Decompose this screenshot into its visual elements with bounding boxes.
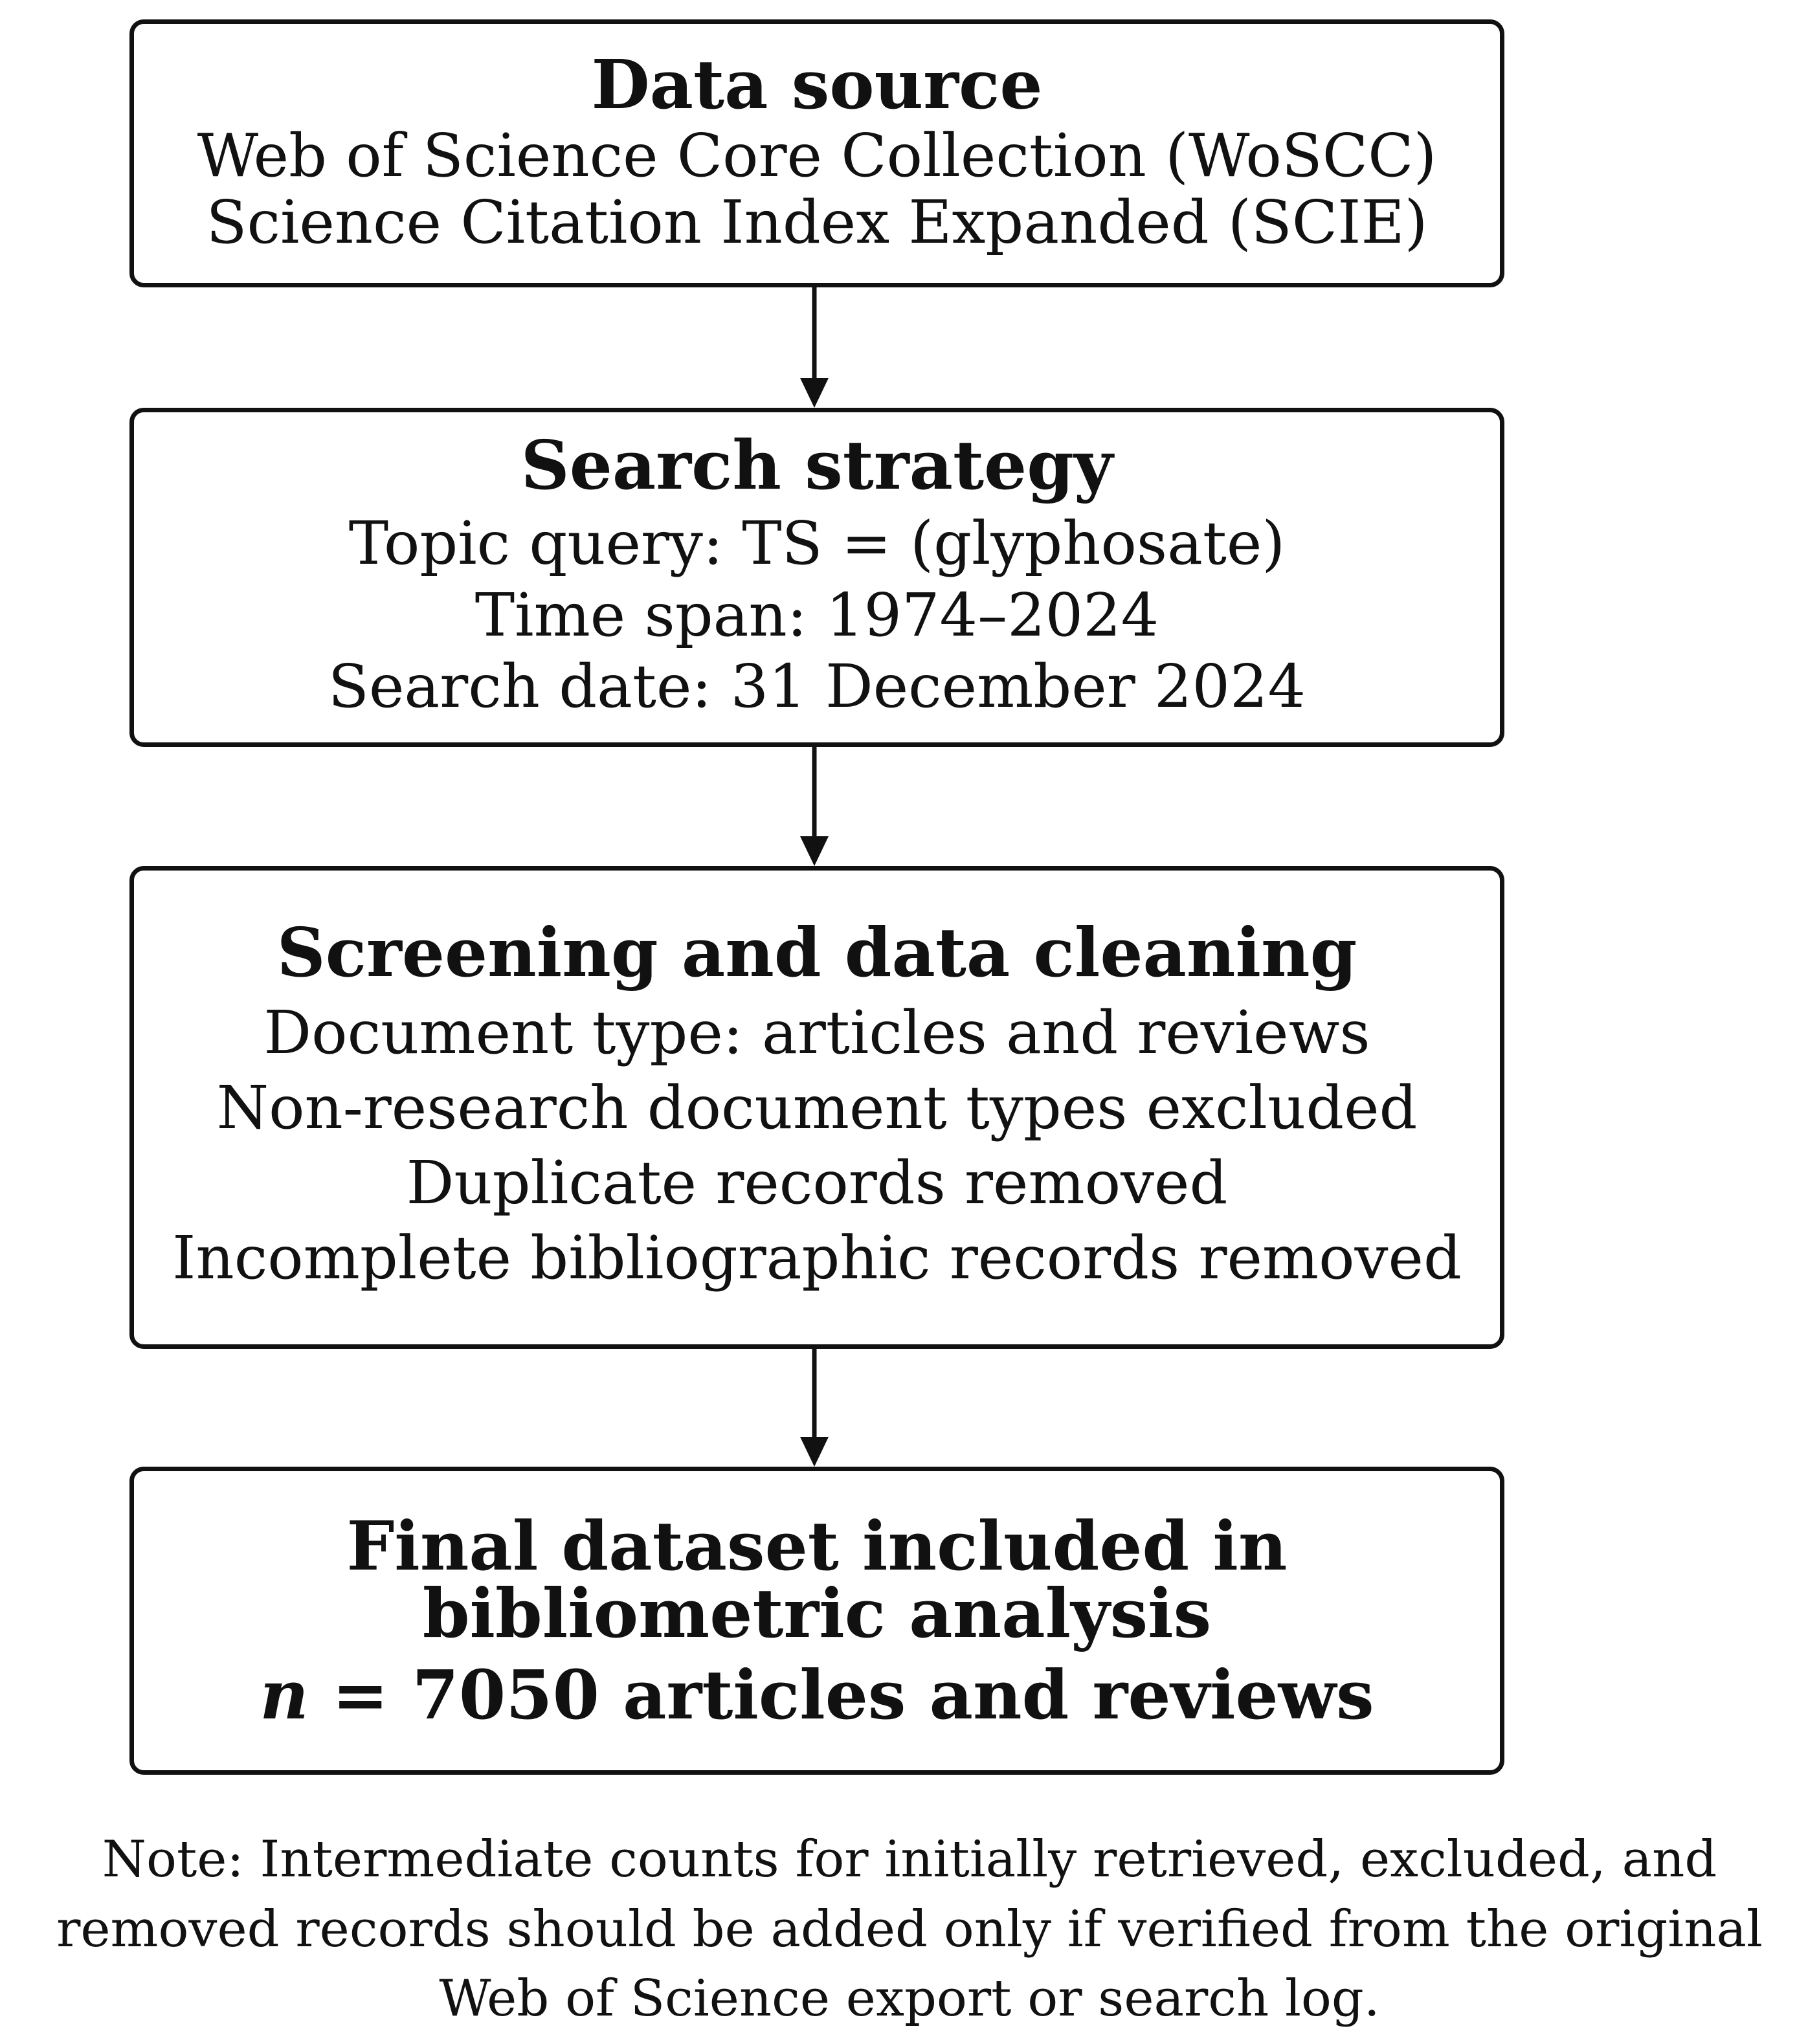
final-dataset-title-line-1: Final dataset included in <box>346 1506 1288 1586</box>
screening-line-4: Incomplete bibliographic records removed <box>172 1223 1462 1293</box>
data-source-box <box>129 19 1504 287</box>
screening-line-3: Duplicate records removed <box>406 1148 1228 1217</box>
footnote: Note: Intermediate counts for initially retrieved, excluded, and removed records should be added only if verified from the original Web of Science export or search log. <box>56 1830 1763 2028</box>
final-dataset-title-line-2: bibliometric analysis <box>422 1573 1212 1653</box>
screening-line-1: Document type: articles and reviews <box>263 998 1370 1068</box>
count-symbol: n <box>260 1655 309 1735</box>
search-strategy-line-2: Time span: 1974–2024 <box>474 580 1159 650</box>
final-dataset-count <box>260 1655 1374 1735</box>
final-dataset-box <box>129 1467 1504 1775</box>
search-strategy-line-3: Search date: 31 December 2024 <box>328 652 1306 722</box>
search-strategy-title: Search strategy <box>520 425 1113 505</box>
data-source-line-2: Science Citation Index Expanded (SCIE) <box>206 188 1428 257</box>
screening-title: Screening and data cleaning <box>276 913 1357 993</box>
data-source-title: Data source <box>591 44 1043 124</box>
screening-box <box>129 866 1504 1349</box>
search-strategy-line-1: Topic query: TS = (glyphosate) <box>348 509 1286 579</box>
count-text: = 7050 articles and reviews <box>308 1655 1374 1735</box>
screening-line-2: Non-research document types excluded <box>216 1073 1418 1143</box>
search-strategy-box <box>129 408 1504 747</box>
data-source-line-1: Web of Science Core Collection (WoSCC) <box>197 120 1437 190</box>
